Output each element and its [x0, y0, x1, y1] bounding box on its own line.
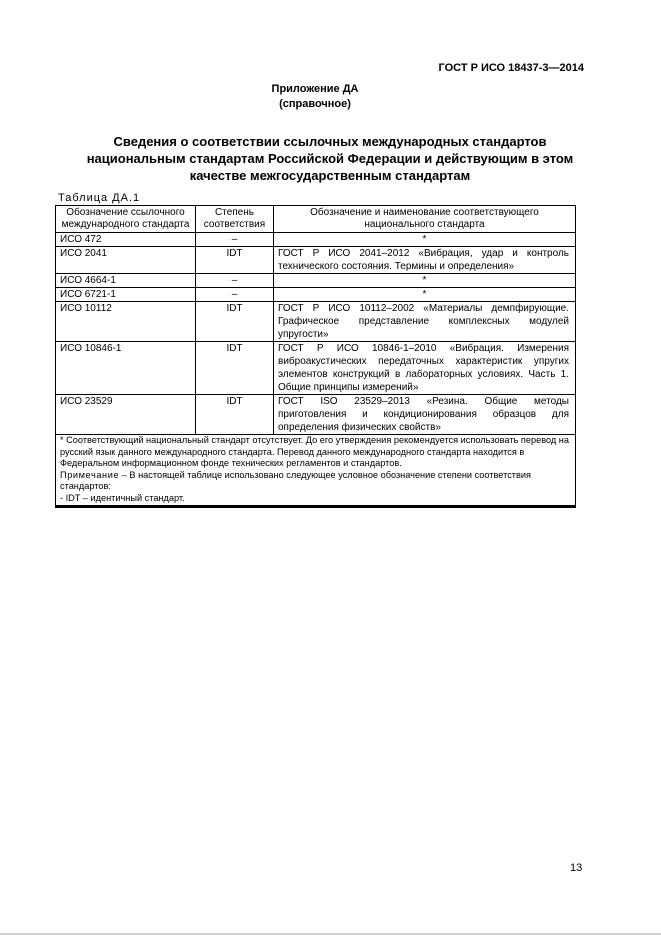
cell-national: *: [274, 233, 576, 247]
table-notes: [56, 435, 576, 507]
cell-reference: ИСО 2041: [56, 247, 196, 274]
document-code: ГОСТ Р ИСО 18437-3—2014: [438, 62, 584, 74]
title-line: качестве межгосударственным стандартам: [189, 168, 471, 183]
cell-reference: ИСО 472: [56, 233, 196, 247]
table-row: [56, 288, 576, 302]
correspondence-table: [55, 205, 576, 508]
footnote: * Соответствующий национальный стандарт отсутствует. До его утверждения рекомендуется использовать перевод на русский язык данного международного стандарта. Перевод данного международного стандарта находится в Федеральном информационном фонде технических регламентов и стандартов.: [60, 435, 569, 468]
cell-degree: –: [196, 274, 274, 288]
table-row: [56, 302, 576, 342]
cell-reference: ИСО 6721-1: [56, 288, 196, 302]
note-label: Примечание: [60, 469, 120, 480]
table-notes-row: [56, 435, 576, 507]
table-row: [56, 274, 576, 288]
header-degree: Степень соответствия: [196, 206, 274, 233]
section-title: [40, 133, 620, 184]
page-bottom-divider: [0, 933, 661, 935]
title-line: национальным стандартам Российской Федерации и действующим в этом: [86, 151, 574, 166]
cell-degree: IDT: [196, 302, 274, 342]
cell-reference: ИСО 4664-1: [56, 274, 196, 288]
table-row: [56, 233, 576, 247]
cell-national: *: [274, 274, 576, 288]
cell-reference: ИСО 10846-1: [56, 342, 196, 395]
header-national-standard: Обозначение и наименование соответствующего национального стандарта: [274, 206, 576, 233]
note-text: – В настоящей таблице использовано следующее условное обозначение степени соответствия стандартов:: [60, 469, 531, 491]
table-row: [56, 247, 576, 274]
cell-national: ГОСТ ISO 23529–2013 «Резина. Общие методы приготовления и кондиционирования образцов для определения физических свойств»: [274, 395, 576, 435]
cell-degree: IDT: [196, 342, 274, 395]
title-line: Сведения о соответствии ссылочных международных стандартов: [113, 134, 547, 149]
cell-degree: –: [196, 233, 274, 247]
table-row: [56, 395, 576, 435]
table-header-row: [56, 206, 576, 233]
correspondence-table-container: [55, 205, 576, 508]
cell-reference: ИСО 23529: [56, 395, 196, 435]
note: [60, 470, 571, 493]
cell-degree: IDT: [196, 395, 274, 435]
appendix-subtitle: (справочное): [279, 98, 351, 110]
cell-national: ГОСТ Р ИСО 2041–2012 «Вибрация, удар и контроль технического состояния. Термины и определения»: [274, 247, 576, 274]
cell-national: ГОСТ Р ИСО 10112–2002 «Материалы демпфирующие. Графическое представление комплексных модулей упругости»: [274, 302, 576, 342]
cell-national: ГОСТ Р ИСО 10846-1–2010 «Вибрация. Измерения виброакустических передаточных характеристик упругих элементов конструкций в лабораторных условиях. Часть 1. Общие принципы измерений»: [274, 342, 576, 395]
cell-reference: ИСО 10112: [56, 302, 196, 342]
note-item: - IDT – идентичный стандарт.: [60, 492, 185, 503]
table-row: [56, 342, 576, 395]
page-number: 13: [570, 862, 583, 874]
appendix-title: Приложение ДА: [271, 83, 359, 95]
table-caption: Таблица ДА.1: [58, 192, 141, 204]
appendix-heading: [0, 82, 630, 112]
cell-degree: –: [196, 288, 274, 302]
cell-degree: IDT: [196, 247, 274, 274]
header-reference-standard: Обозначение ссылочного международного стандарта: [56, 206, 196, 233]
cell-national: *: [274, 288, 576, 302]
